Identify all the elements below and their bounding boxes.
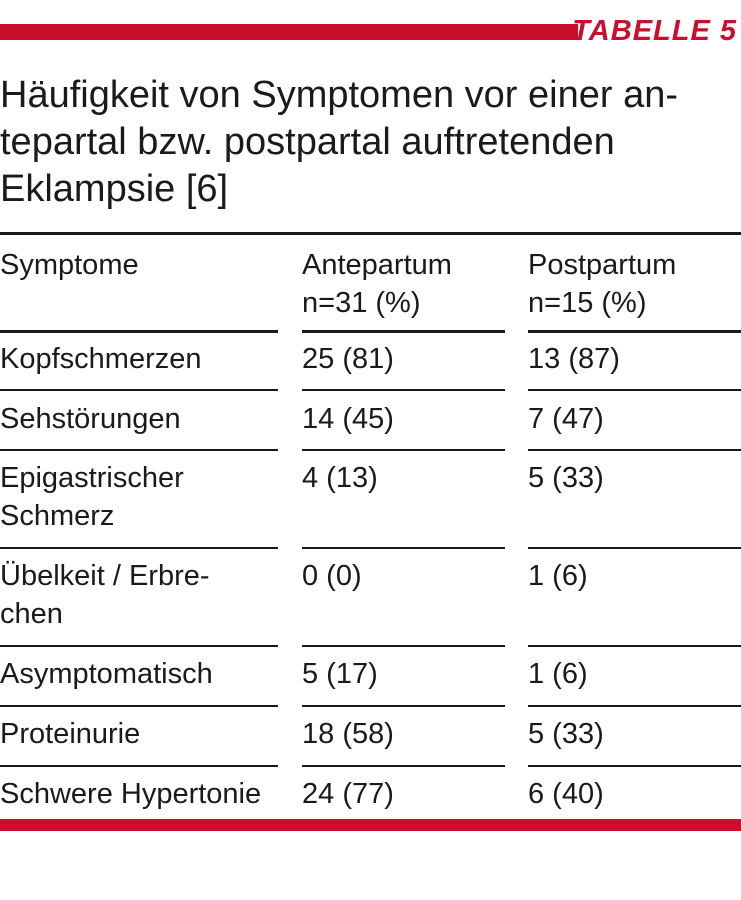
symptom-cell: [0, 459, 278, 535]
header-rule-col2: [302, 330, 505, 333]
column-header-label: Antepartum: [302, 249, 452, 281]
header-rule-col3: [528, 330, 741, 333]
title-line-1: Häufigkeit von Symptomen vor einer an-: [0, 74, 678, 116]
row-divider: [528, 547, 741, 549]
antepartum-value: 5 (17): [302, 658, 378, 690]
row-divider: [0, 547, 278, 549]
symptom-label: Übelkeit / Erbre-: [0, 560, 210, 592]
title-line-3: Eklampsie [6]: [0, 168, 229, 210]
antepartum-value: 0 (0): [302, 560, 362, 592]
postpartum-value: 13 (87): [528, 343, 620, 375]
column-header-sublabel: n=31 (%): [302, 287, 421, 319]
symptom-label-continued: Schmerz: [0, 500, 115, 532]
symptom-cell: [0, 400, 278, 438]
symptom-label: Proteinurie: [0, 718, 141, 750]
row-divider: [528, 389, 741, 391]
column-header-sublabel: n=15 (%): [528, 287, 647, 319]
row-divider: [0, 449, 278, 451]
column-header-postpartum: [528, 246, 741, 322]
row-divider: [0, 705, 278, 707]
row-divider: [528, 705, 741, 707]
row-divider: [302, 765, 505, 767]
symptom-label: Sehstörungen: [0, 403, 181, 435]
symptom-cell: [0, 655, 278, 693]
column-header-symptome: [0, 246, 278, 284]
postpartum-value: 1 (6): [528, 658, 588, 690]
symptom-label: Schwere Hypertonie: [0, 778, 262, 810]
postpartum-value: 5 (33): [528, 718, 604, 750]
table-number-label: TABELLE 5: [572, 15, 737, 47]
row-divider: [0, 645, 278, 647]
header-accent-bar: [0, 24, 578, 40]
symptom-label: Epigastrischer: [0, 462, 184, 494]
postpartum-value: 7 (47): [528, 403, 604, 435]
postpartum-value: 5 (33): [528, 462, 604, 494]
footer-accent-bar: [0, 819, 741, 831]
postpartum-value: 1 (6): [528, 560, 588, 592]
column-header-antepartum: [302, 246, 505, 322]
column-header-label: Postpartum: [528, 249, 677, 281]
row-divider: [302, 705, 505, 707]
row-divider: [528, 765, 741, 767]
row-divider: [302, 389, 505, 391]
table-top-rule: [0, 232, 741, 235]
symptom-cell: [0, 775, 278, 813]
row-divider: [302, 645, 505, 647]
antepartum-value: 4 (13): [302, 462, 378, 494]
symptom-label-continued: chen: [0, 598, 63, 630]
row-divider: [528, 645, 741, 647]
antepartum-value: 24 (77): [302, 778, 394, 810]
row-divider: [302, 449, 505, 451]
row-divider: [302, 547, 505, 549]
symptom-cell: [0, 557, 278, 633]
symptom-label: Kopfschmerzen: [0, 343, 202, 375]
table-title: [0, 72, 735, 213]
row-divider: [0, 765, 278, 767]
row-divider: [528, 449, 741, 451]
row-divider: [0, 389, 278, 391]
header-band: [0, 0, 741, 60]
title-line-2: tepartal bzw. postpartal auftretenden: [0, 121, 615, 163]
symptom-label: Asymptomatisch: [0, 658, 213, 690]
antepartum-value: 14 (45): [302, 403, 394, 435]
postpartum-value: 6 (40): [528, 778, 604, 810]
antepartum-value: 18 (58): [302, 718, 394, 750]
symptom-cell: [0, 715, 278, 753]
header-rule-col1: [0, 330, 278, 333]
antepartum-value: 25 (81): [302, 343, 394, 375]
column-header-label: Symptome: [0, 249, 139, 281]
symptom-cell: [0, 340, 278, 378]
